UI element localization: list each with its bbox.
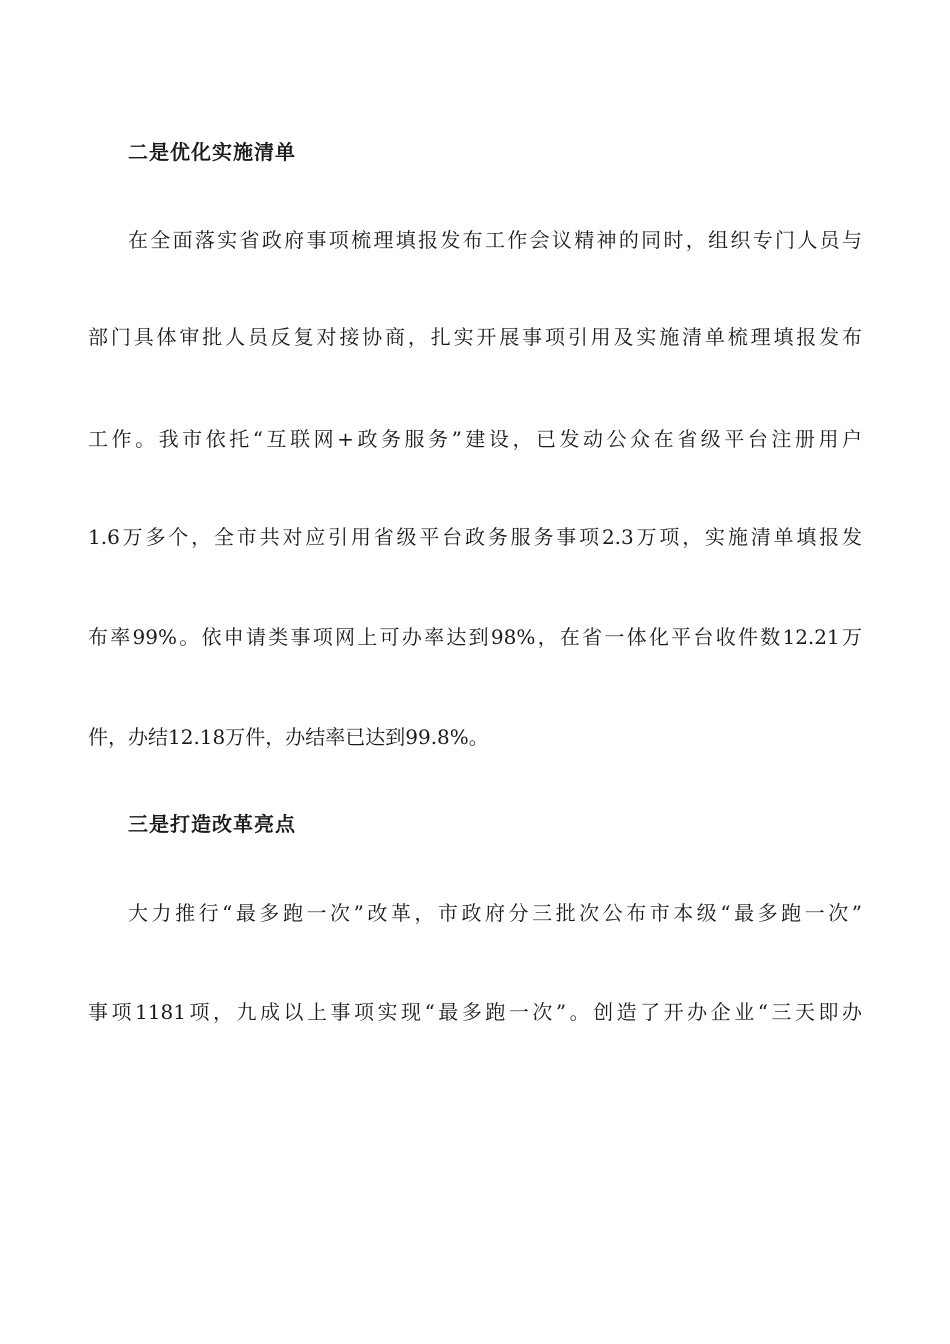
paragraph-line: 大力推行“最多跑一次”改革，市政府分三批次公布市本级“最多跑一次” (128, 901, 862, 925)
paragraph-line: 布率99%。依申请类事项网上可办率达到98%，在省一体化平台收件数12.21万 (88, 625, 862, 649)
paragraph-line: 在全面落实省政府事项梳理填报发布工作会议精神的同时，组织专门人员与 (128, 228, 862, 252)
paragraph-line: 工作。我市依托“互联网+政务服务”建设，已发动公众在省级平台注册用户 (88, 427, 862, 451)
section-heading-reform-highlights: 三是打造改革亮点 (128, 812, 296, 836)
paragraph-line: 事项1181项，九成以上事项实现“最多跑一次”。创造了开办企业“三天即办 (88, 1000, 862, 1024)
paragraph-line: 件，办结12.18万件，办结率已达到99.8%。 (88, 725, 489, 749)
paragraph-line: 1.6万多个，全市共对应引用省级平台政务服务事项2.3万项，实施清单填报发 (88, 525, 862, 549)
section-heading-optimize-list: 二是优化实施清单 (128, 140, 296, 164)
paragraph-line: 部门具体审批人员反复对接协商，扎实开展事项引用及实施清单梳理填报发布 (88, 325, 862, 349)
